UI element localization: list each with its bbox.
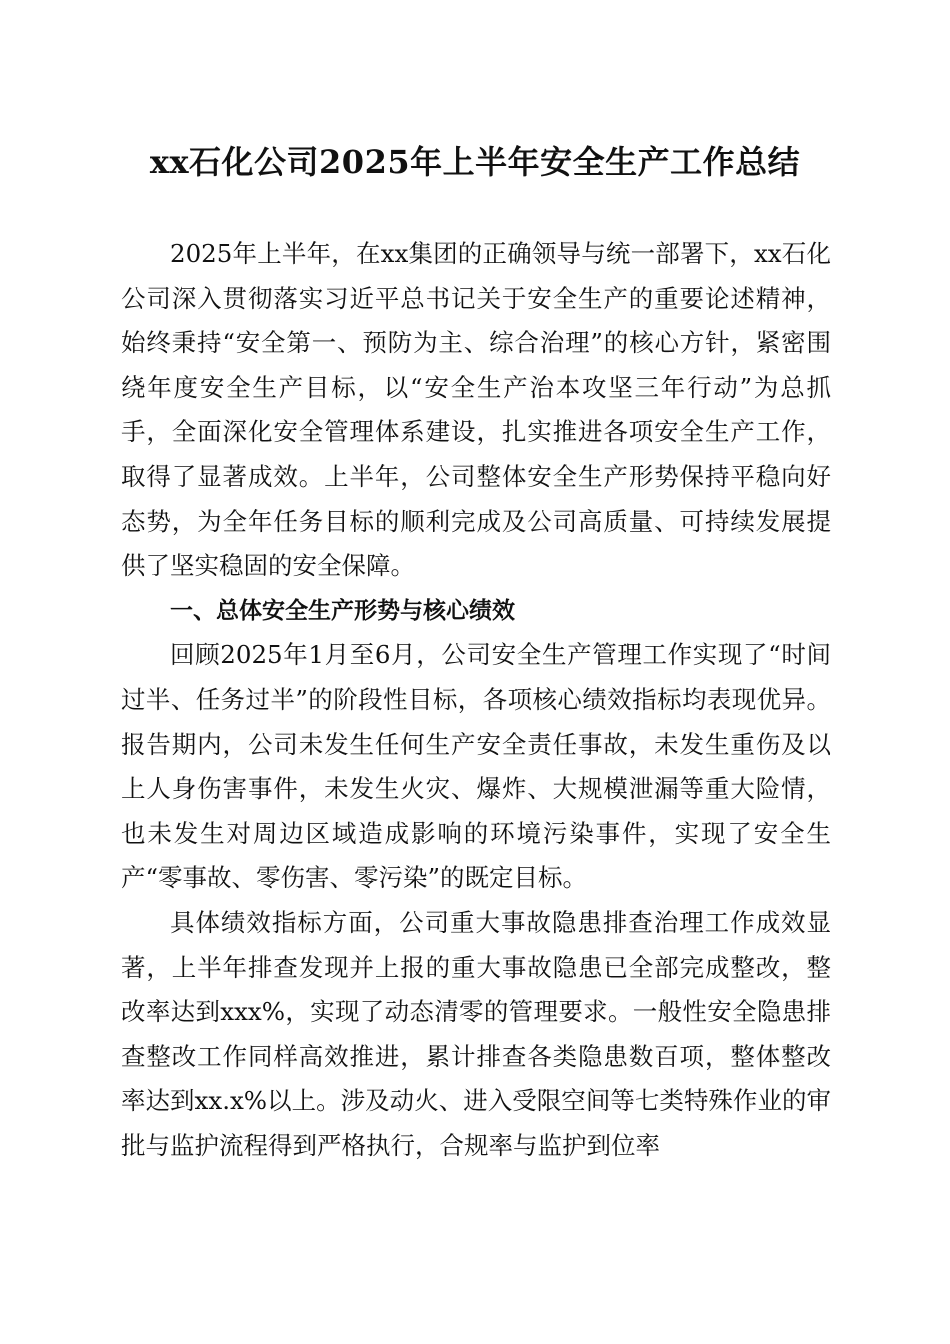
section-heading: 一、总体安全生产形势与核心绩效 <box>170 597 515 624</box>
section-paragraph: 具体绩效指标方面，公司重大事故隐患排查治理工作成效显著，上半年排查发现并上报的重大事故隐患已全部完成整改，整改率达到xxx%，实现了动态清零的管理要求。一般性安全隐患排查整改工作同样高效推进，累计排查各类隐患数百项，整体整改率达到xx.x%以上。涉及动火、进入受限空间等七类特殊作业的审批与监护流程得到严格执行，合规率与监护到位率 <box>121 907 831 1160</box>
section-paragraph: 回顾2025年1月至6月，公司安全生产管理工作实现了“时间过半、任务过半”的阶段性目标，各项核心绩效指标均表现优异。报告期内，公司未发生任何生产安全责任事故，未发生重伤及以上人身伤害事件，未发生火灾、爆炸、大规模泄漏等重大险情，也未发生对周边区域造成影响的环境污染事件，实现了安全生产“零事故、零伤害、零污染”的既定目标。 <box>121 640 831 893</box>
document-title: xx石化公司2025年上半年安全生产工作总结 <box>149 143 801 181</box>
document-body <box>121 232 831 1168</box>
intro-paragraph: 2025年上半年，在xx集团的正确领导与统一部署下，xx石化公司深入贯彻落实习近平总书记关于安全生产的重要论述精神，始终秉持“安全第一、预防为主、综合治理”的核心方针，紧密围绕年度安全生产目标，以“安全生产治本攻坚三年行动”为总抓手，全面深化安全管理体系建设，扎实推进各项安全生产工作，取得了显著成效。上半年，公司整体安全生产形势保持平稳向好态势，为全年任务目标的顺利完成及公司高质量、可持续发展提供了坚实稳固的安全保障。 <box>121 239 831 581</box>
